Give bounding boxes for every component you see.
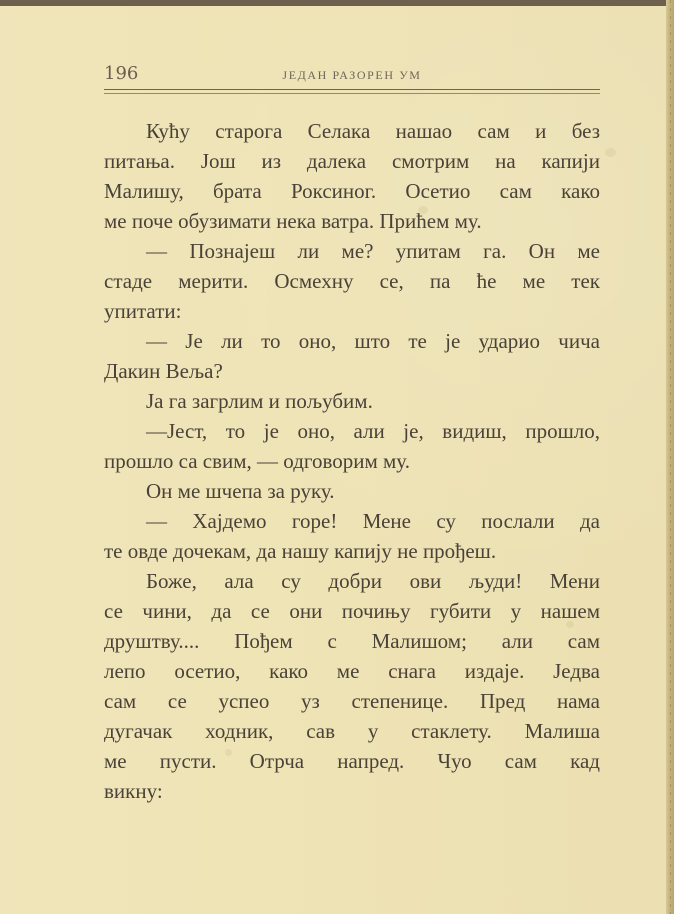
text-line: дугачак ходник, сав у стаклету. Малиша	[104, 719, 600, 743]
text-line: се чини, да се они почињу губити у нашем	[104, 599, 600, 623]
text-line: упитати:	[104, 299, 182, 323]
text-line: стаде мерити. Осмехну се, па ће ме тек	[104, 269, 600, 293]
text-line: Дакин Веља?	[104, 359, 223, 383]
text-line: сам се успео уз степенице. Пред нама	[104, 689, 600, 713]
text-line: викну:	[104, 779, 163, 803]
page-header	[104, 64, 600, 92]
text-line: ме поче обузимати нека ватра. Прићем му.	[104, 209, 482, 233]
header-rule-secondary	[104, 93, 600, 94]
text-line: Кућу старога Селака нашао сам и без	[146, 119, 600, 143]
text-line: те овде дочекам, да нашу капију не прођеш.	[104, 539, 497, 563]
text-line: ме пусти. Отрча напред. Чуо сам кад	[104, 749, 600, 773]
header-rule	[104, 89, 600, 90]
text-line: — Познајеш ли ме? упитам га. Он ме	[146, 239, 600, 263]
body-text	[104, 116, 600, 806]
text-line: — Је ли то оно, што те је ударио чича	[146, 329, 600, 353]
text-line: Боже, ала су добри ови људи! Мени	[146, 569, 600, 593]
text-line: питања. Још из далека смотрим на капији	[104, 149, 600, 173]
text-line: прошло са свим, — одговорим му.	[104, 449, 410, 473]
text-line: —Јест, то је оно, али је, видиш, прошло,	[146, 419, 600, 443]
text-line: — Хајдемо горе! Мене су послали да	[146, 509, 600, 533]
text-line: друштву.... Пођем с Малишом; али сам	[104, 629, 600, 653]
page-edge-texture	[670, 0, 671, 914]
text-line: Малишу, брата Роксиног. Осетио сам како	[104, 179, 600, 203]
running-head: ЈЕДАН РАЗОРЕН УМ	[282, 68, 422, 82]
text-line: лепо осетио, како ме снага издаје. Једва	[104, 659, 600, 683]
page-number: 196	[104, 63, 139, 84]
text-line: Ја га загрлим и пољубим.	[146, 389, 373, 413]
scan-top-border	[0, 0, 674, 6]
paper-speck	[605, 148, 616, 157]
text-line: Он ме шчепа за руку.	[146, 479, 335, 503]
